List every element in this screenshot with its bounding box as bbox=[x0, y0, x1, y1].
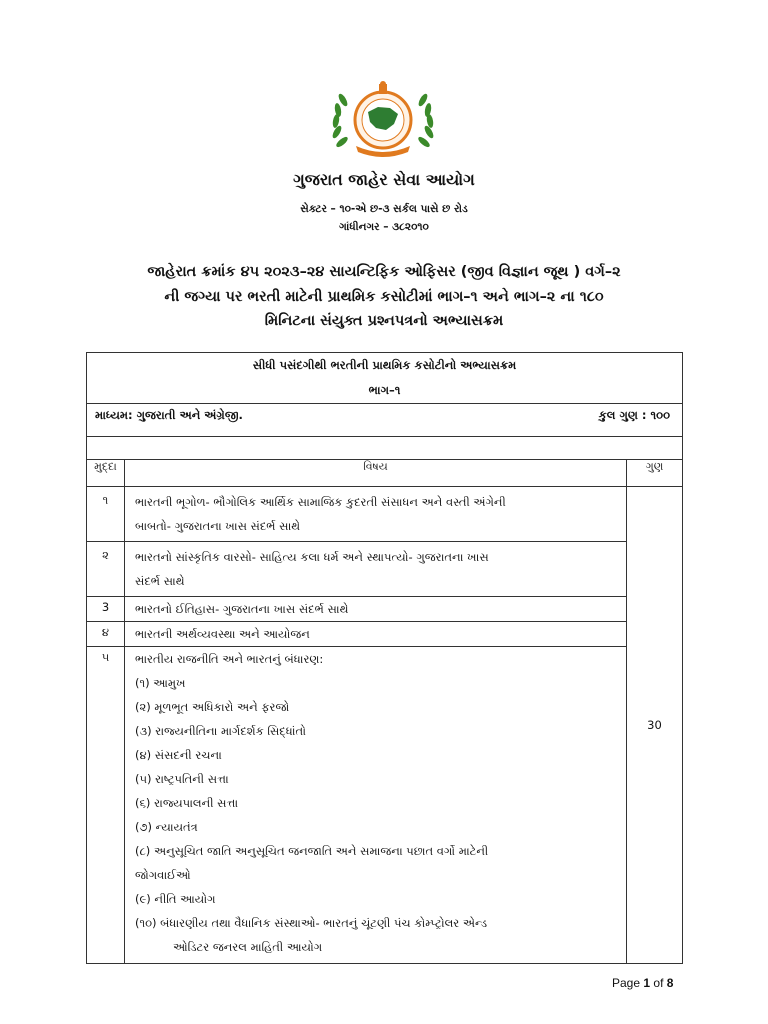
list-item: (૨) મૂળભૂત અધિકારો અને ફરજો bbox=[135, 700, 290, 714]
list-item: જોગવાઈઓ bbox=[135, 868, 191, 882]
list-item: (૫) રાષ્ટ્રપતિની સત્તા bbox=[135, 772, 229, 786]
list-item: (૮) અનુસૂચિત જાતિ અનુસૂચિત જનજાતિ અને સમાજના પછાત વર્ગો માટેની bbox=[135, 844, 489, 858]
list-item: (૬) રાજ્યપાલની સત્તા bbox=[135, 796, 239, 810]
row-subject bbox=[125, 487, 627, 542]
table-title-cell bbox=[87, 353, 683, 404]
of-word: of bbox=[653, 976, 664, 990]
page-word: Page bbox=[612, 976, 641, 990]
medium-marks-row bbox=[87, 404, 683, 437]
list-item: (૩) રાજ્યનીતિના માર્ગદર્શક સિદ્ધાંતો bbox=[135, 724, 306, 738]
row-subject bbox=[125, 542, 627, 597]
address-line-2: ગાંધીનગર – ૩૮૨૦૧૦ bbox=[339, 221, 429, 233]
address-line-1: સેક્ટર – ૧૦-એ છ-૩ સર્કલ પાસે છ રોડ bbox=[300, 203, 468, 215]
medium-text: માધ્યમ: ગુજરાતી અને અંગ્રેજી. bbox=[95, 408, 243, 422]
page-footer bbox=[612, 976, 673, 990]
col-header-no: મુદ્દા bbox=[87, 460, 125, 487]
org-name: ગુજરાત જાહેર સેવા આયોગ bbox=[293, 170, 475, 189]
row-subject bbox=[125, 647, 627, 964]
page-total: 8 bbox=[666, 976, 674, 990]
table-row bbox=[87, 542, 683, 597]
list-item: બાબતો- ગુજરાતના ખાસ સંદર્ભ સાથે bbox=[135, 519, 301, 533]
table-title: સીધી પસંદગીથી ભરતીની પ્રાથમિક કસોટીનો અભ્યાસક્રમ bbox=[252, 358, 517, 372]
row-number: ૧ bbox=[87, 487, 125, 542]
list-item: (૯) નીતિ આયોગ bbox=[135, 892, 216, 906]
gpsc-logo bbox=[328, 80, 438, 160]
list-item: ભારતની ભૂગોળ- ભૌગોલિક આર્થિક સામાજિક કુદરતી સંસાધન અને વસ્તી અંગેની bbox=[135, 495, 506, 509]
column-header-row bbox=[87, 460, 683, 487]
list-item: (૧) આમુખ bbox=[135, 676, 186, 690]
table-row bbox=[87, 597, 683, 622]
row-subject bbox=[125, 622, 627, 647]
list-item: (૪) સંસદની રચના bbox=[135, 748, 222, 762]
list-item: ભારતનો સાંસ્કૃતિક વારસો- સાહિત્ય કલા ધર્મ અને સ્થાપત્યો- ગુજરાતના ખાસ bbox=[135, 550, 489, 564]
row-number: 3 bbox=[87, 597, 125, 622]
advertisement-line-2: ની જગ્યા પર ભરતી માટેની પ્રાથમિક કસોટીમાં ભાગ–૧ અને ભાગ–૨ ના ૧૮૦ bbox=[164, 289, 604, 305]
table-part: ભાગ–૧ bbox=[368, 383, 401, 397]
total-marks: કુલ ગુણ : ૧૦૦ bbox=[598, 408, 670, 422]
list-item: ભારતની અર્થવ્યવસ્થા અને આયોજન bbox=[135, 627, 310, 641]
syllabus-table bbox=[86, 352, 683, 964]
row-subject bbox=[125, 597, 627, 622]
col-header-subject: વિષય bbox=[125, 460, 627, 487]
marks-value: 30 bbox=[627, 487, 683, 964]
page-number: 1 bbox=[643, 976, 651, 990]
table-row bbox=[87, 647, 683, 964]
table-row bbox=[87, 487, 683, 542]
row-number: ૪ bbox=[87, 622, 125, 647]
list-item: (૭) ન્યાયતંત્ર bbox=[135, 820, 198, 834]
list-item: ઓડિટર જનરલ માહિતી આયોગ bbox=[173, 940, 323, 954]
advertisement-line-3: મિનિટના સંયુક્ત પ્રશ્નપત્રનો અભ્યાસક્રમ bbox=[264, 313, 504, 329]
list-item: સંદર્ભ સાથે bbox=[135, 574, 185, 588]
advertisement-line-1: જાહેરાત ક્રમાંક ૪૫ ૨૦૨૩–૨૪ સાયન્ટિફિક ઓફિસર (જીવ વિજ્ઞાન જૂથ ) વર્ગ–૨ bbox=[147, 264, 621, 280]
row-number: ૨ bbox=[87, 542, 125, 597]
list-item: ભારતનો ઈતિહાસ- ગુજરાતના ખાસ સંદર્ભ સાથે bbox=[135, 602, 349, 616]
list-item: (૧૦) બંધારણીય તથા વૈધાનિક સંસ્થાઓ- ભારતનું ચૂંટણી પંચ કોમ્પ્ટ્રોલર એન્ડ bbox=[135, 916, 488, 930]
col-header-marks: ગુણ bbox=[627, 460, 683, 487]
list-item: ભારતીય રાજનીતિ અને ભારતનું બંધારણ: bbox=[135, 652, 324, 666]
row-number: ૫ bbox=[87, 647, 125, 964]
table-row bbox=[87, 622, 683, 647]
spacer-row bbox=[87, 437, 683, 460]
